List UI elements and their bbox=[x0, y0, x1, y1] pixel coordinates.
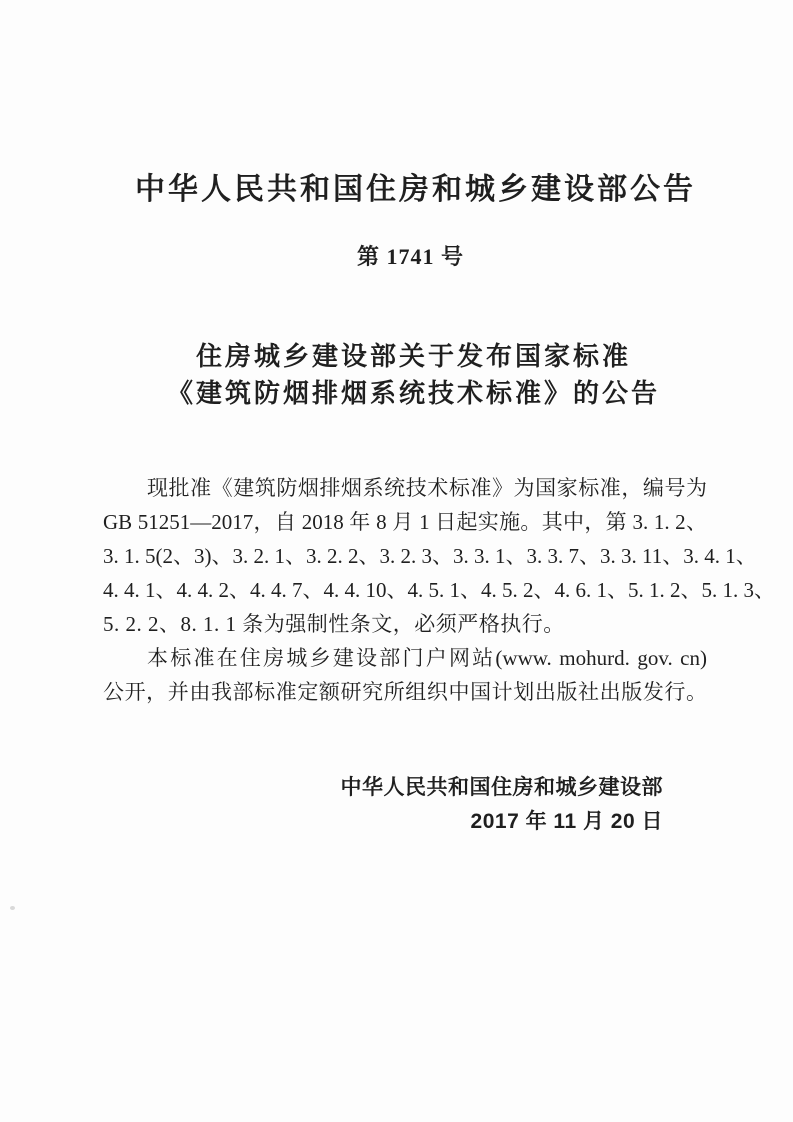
announcement-number: 第 1741 号 bbox=[356, 244, 464, 269]
body-paragraph1-line1: 现批准《建筑防烟排烟系统技术标准》为国家标准，编号为 bbox=[147, 476, 707, 500]
body-paragraph2-line2: 公开，并由我部标准定额研究所组织中国计划出版社出版发行。 bbox=[103, 680, 707, 704]
page-title: 中华人民共和国住房和城乡建设部公告 bbox=[135, 173, 696, 206]
body-paragraph2-line1: 本标准在住房城乡建设部门户网站(www. mohurd. gov. cn) bbox=[147, 646, 707, 670]
body-paragraph1-line3: 3. 1. 5(2、3)、3. 2. 1、3. 2. 2、3. 2. 3、3. 3. 1、3. 3. 7、3. 3. 11、3. 4. 1、 bbox=[103, 544, 757, 568]
signature-date: 2017 年 11 月 20 日 bbox=[470, 810, 663, 833]
body-paragraph1-line5: 5. 2. 2、8. 1. 1 条为强制性条文，必须严格执行。 bbox=[103, 612, 565, 636]
body-paragraph1-line4: 4. 4. 1、4. 4. 2、4. 4. 7、4. 4. 10、4. 5. 1、4. 5. 2、4. 6. 1、5. 1. 2、5. 1. 3、 bbox=[103, 578, 775, 602]
announcement-body bbox=[103, 471, 775, 709]
announcement-subtitle-line1: 住房城乡建设部关于发布国家标准 bbox=[195, 341, 631, 371]
signature-issuer: 中华人民共和国住房和城乡建设部 bbox=[340, 776, 663, 799]
announcement-subtitle-line2: 《建筑防烟排烟系统技术标准》的公告 bbox=[166, 378, 660, 408]
scan-speck bbox=[10, 906, 15, 910]
body-paragraph1-line2: GB 51251—2017，自 2018 年 8 月 1 日起实施。其中，第 3. 1. 2、 bbox=[103, 510, 707, 534]
